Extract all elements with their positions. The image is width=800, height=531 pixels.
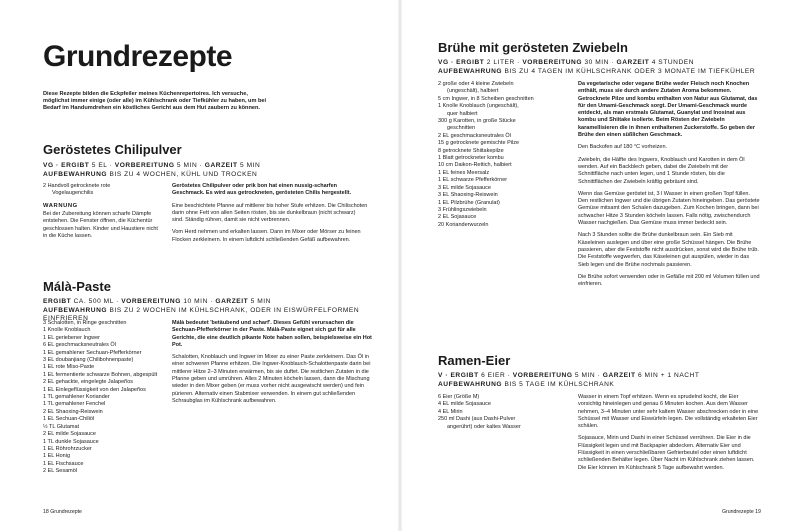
ingredient-item: 2 EL geschmacksneutrales Öl (438, 132, 511, 139)
method-step: Vom Herd nehmen und erkalten lassen. Dann im Mixer oder Mörser zu feinen Flocken zerkleinern. In einem luftdicht schließenden Gefäß aufbewahren. (172, 229, 361, 243)
recipe-lead-broth: Da vegetarische oder vegane Brühe weder Fleisch noch Knochen enthält, muss sie durch andere Zutaten Aroma bekommen. Getrocknete Pilze und kombu enthalten von Natur aus Glutamat, das für den Umami-Geschmack sorgt. Der Umami-Geschmack wurde entdeckt, als man erstmals Glutamat, Guanylat und Inosinat aus kombu und Shiitake isolierte. Beim Rösten der Zwiebeln karamellisieren die in ihnen enthaltenen Zuckerstoffe. So geben der Brühe den einen süßlichen Geschmack. (578, 81, 758, 139)
ingredient-item: 2 Handvoll getrocknete rote (43, 183, 111, 189)
ingredient-item: 3 Frühlingszwiebeln (438, 206, 487, 213)
ingredient-item: 1 EL Röhrohrzucker (43, 445, 92, 452)
ingredient-item: 1 Blatt getrockneter kombu (438, 155, 504, 162)
recipe-title-chili: Geröstetes Chilipulver (43, 142, 182, 157)
ingredient-list-mala (43, 320, 171, 476)
ingredient-item: 5 cm Ingwer, in 8 Scheiben geschnitten (438, 95, 534, 102)
ingredient-item: 1 TL gemahlener Koriander (43, 394, 110, 401)
recipe-title-broth: Brühe mit gerösteten Zwiebeln (438, 40, 628, 55)
ingredient-item: 250 ml Dashi (aus Dashi-Pulver (438, 416, 516, 423)
method-step: Zwiebeln, die Hälfte des Ingwers, Knoblauch und Karotten in dem Öl wenden. Auf ein Backblech geben, dabei die Zwiebeln mit der Schnittfläche nach unten legen, und 1 Stunde rösten, bis die Schnittflächen der Zwiebeln kräftig gebräunt sind. (578, 156, 745, 185)
page-title: Grundrezepte (43, 40, 233, 73)
ingredient-list-broth (438, 81, 568, 229)
ingredient-item: 8 getrocknete Shiitakepilze (438, 147, 504, 154)
ingredient-item: 20 Korianderwurzeln (438, 221, 489, 228)
ingredient-item: 1 Knolle Knoblauch (ungeschält), (438, 103, 519, 110)
ingredient-item: 1 EL schwarze Pfefferkörner (438, 177, 508, 184)
intro-text: Diese Rezepte bilden die Eckpfeiler meines Küchenrepertoires. Ich versuche, möglichst immer einige (oder alle) im Kühlschrank oder Tiefkühler zu haben, um bei Bedarf im Handumdrehen ein köstliches Gericht aus dem Hut zaubern zu können. (43, 91, 267, 112)
ingredient-item: 1 EL geriebener Ingwer (43, 334, 100, 341)
ingredient-item: 1 TL dunkle Sojasauce (43, 438, 99, 445)
ingredient-item: 2 EL Sojasauce (438, 214, 477, 221)
ingredient-item: 3 EL doubanjiang (Chilibohnenpaste) (43, 357, 134, 364)
ingredient-item: 4 EL milde Sojasauce (438, 401, 491, 408)
ingredient-item: 1 EL Fischsauce (43, 460, 84, 467)
ingredient-item: 3 EL Shaoxing-Reiswein (438, 192, 498, 199)
ingredient-item: angerührt) oder kaltes Wasser (447, 423, 521, 430)
ingredient-item: 1 EL Pilzbrühe (Granulat) (438, 199, 500, 206)
recipe-meta-broth: VG · ERGIBT 2 LITER · VORBEREITUNG 30 MIN · GARZEIT 4 STUNDEN AUFBEWAHRUNG BIS ZU 4 TAGEN IM KÜHLSCHRANK ODER 3 MONATE IM TIEFKÜHLER (438, 59, 756, 75)
ingredient-item: geschnitten (447, 125, 476, 132)
ingredient-item: 10 cm Daikon-Rettich, halbiert (438, 162, 512, 169)
ingredient-item: 6 Eier (Größe M) (438, 394, 480, 400)
recipe-meta-ramen: V · ERGIBT 6 EIER · VORBEREITUNG 5 MIN · GARZEIT 6 MIN + 1 NACHT AUFBEWAHRUNG BIS 5 TAGE IM KÜHLSCHRANK (438, 372, 700, 388)
recipe-meta-chili: VG · ERGIBT 5 EL · VORBEREITUNG 5 MIN · GARZEIT 5 MIN AUFBEWAHRUNG BIS ZU 4 WOCHEN, KÜHL UND TROCKEN (43, 162, 261, 178)
ingredient-item: 1 EL rote Miso-Paste (43, 364, 95, 371)
ingredient-item: 2 EL milde Sojasauce (43, 431, 96, 438)
ingredient-item: 1 EL Honig (43, 453, 71, 460)
ingredient-item: 4 EL Mirin (438, 408, 463, 415)
ingredient-item: 3 EL milde Sojasauce (438, 184, 491, 191)
ingredient-item: 2 EL Sesamöl (43, 468, 78, 475)
recipe-lead-mala: Málà bedeutet 'betäubend und scharf'. Dieses Gefühl verursachen die Sechuan-Pfefferkörner in der Paste. Málà-Paste eignet sich gut für alle Gerichte, die eine deutlich pikante Note haben sollen, beispielsweise ein Hot Pot. (172, 320, 372, 348)
ingredient-item: 2 EL Shaoxing-Reiswein (43, 408, 103, 415)
warning-text: Bei der Zubereitung können scharfe Dämpfe entstehen. Die Fenster öffnen, die Küchentür geschlossen halten. Kinder und Haustiere nicht in die Küche lassen. (43, 211, 158, 239)
ingredient-item: 1 EL gemahlener Sechuan-Pfefferkörner (43, 349, 142, 356)
recipe-title-ramen: Ramen-Eier (438, 353, 511, 368)
method-step: Den Backofen auf 180 °C vorheizen. (578, 144, 668, 151)
ingredient-item: 6 EL geschmacksneutrales Öl (43, 342, 116, 349)
method-step: Schalotten, Knoblauch und Ingwer im Mixer zu einer Paste zerkleinern. Das Öl in einer schweren Pfanne erhitzen. Die Ingwer-Knoblauch-Schalottenpaste darin bei mittlerer Hitze 2–3 Minuten erwärmen, bis sie duftet. Die restlichen Zutaten in die Pfanne geben und umrühren. Alles 2 Minuten köcheln lassen, dann die Mischung wieder in den Mixer geben (er muss vorher nicht ausgewischt werden) und fein pürieren. Alternativ einen Stabmixer verwenden. In einem gut schließenden Schraubglas im Kühlschrank aufbewahren. (172, 354, 371, 404)
ingredient-item: 1 Knolle Knoblauch (43, 327, 91, 334)
warning-heading: WARNUNG (43, 203, 78, 209)
method-step: Eine beschichtete Pfanne auf mittlerer bis hoher Stufe erhitzen. Die Chilischoten darin ohne Fett von allen Seiten rösten, bis sie dunkelbraun (nicht schwarz) sind. Ständig rühren, damit sie nicht verbrennen. (172, 202, 368, 224)
right-page (400, 0, 800, 531)
ingredient-item: 1 EL Einlegeflüssigkeit von den Jalapeños (43, 386, 146, 393)
method-step: Wasser in einem Topf erhitzen. Wenn es sprudelnd kocht, die Eier vorsichtig hineinlegen und genau 6 Minuten kochen. Aus dem Wasser nehmen, 3–4 Minuten unter sehr kaltem Wasser abschrecken oder in eine Schüssel mit Wasser und Eiswürfeln legen. Die vollständig erkalteten Eier schälen. (578, 394, 759, 430)
ingredient-item: 1 EL Sechuan-Chiliöl (43, 416, 95, 423)
recipe-meta-mala: ERGIBT CA. 500 ML · VORBEREITUNG 10 MIN · GARZEIT 5 MIN AUFBEWAHRUNG BIS ZU 2 WOCHEN IM KÜHLSCHRANK, ODER IN EISWÜRFELFORMEN EINFRIEREN (43, 298, 360, 322)
method-mala (172, 320, 372, 410)
method-chili (172, 183, 368, 249)
ingredient-item: 2 EL gehackte, eingelegte Jalapeños (43, 379, 134, 386)
method-step: Wenn das Gemüse geröstet ist, 3 l Wasser in einen großen Topf füllen. Den restlichen Ingwer und die übrigen Zutaten hineingeben. Das geröstete Gemüse mitsamt den Schalen dazugeben. Zum Kochen bringen, dann bei schwacher Hitze 3 Stunden köcheln lassen. Falls nötig, zwischendurch Wasser nachgießen. Das Gemüse muss immer bedeckt sein. (578, 190, 760, 227)
ingredient-list-ramen (438, 394, 568, 431)
ingredient-item: ½ TL Glutamat (43, 423, 80, 430)
ingredient-item: 1 EL fermentierte schwarze Bohnen, abgespült (43, 371, 158, 378)
ingredient-item: 15 g getrocknete gemischte Pilze (438, 140, 520, 147)
ingredient-list-chili (43, 183, 158, 198)
page-folio-right: Grundrezepte 19 (722, 509, 761, 515)
method-ramen (578, 394, 762, 477)
method-step: Die Brühe sofort verwenden oder in Gefäße mit 200 ml Volumen füllen und einfrieren. (578, 273, 760, 288)
ingredient-item: 1 EL feines Meersalz (438, 169, 490, 176)
ingredient-item: 1 TL gemahlener Fenchel (43, 401, 106, 408)
ingredient-item: 3 Schalotten, in Ringe geschnitten (43, 320, 127, 326)
ingredient-item: (ungeschält), halbiert (447, 88, 499, 95)
recipe-lead-chili: Geröstetes Chilipulver oder prik bon hat einen nussig-scharfen Geschmack. Es wird aus getrockneten, gerösteten Chilis hergestellt. (172, 183, 352, 197)
ingredient-item: Vogelaugenchilis (52, 190, 94, 197)
method-step: Sojasauce, Mirin und Dashi in einer Schüssel verrühren. Die Eier in die Flüssigkeit legen und mit Backpapier abdecken. Alternativ Eier und Flüssigkeit in einen verschließbaren Gefrierbeutel oder einen luftdicht schließenden Behälter legen. Über Nacht im Kühlschrank ziehen lassen. Die Eier können im Kühlschrank 5 Tage aufbewahrt werden. (578, 435, 755, 471)
method-broth (578, 81, 760, 293)
ingredient-item: quer halbiert (447, 110, 478, 117)
page-folio-left: 18 Grundrezepte (43, 509, 82, 515)
ingredient-item: 2 große oder 4 kleine Zwiebeln (438, 81, 514, 87)
method-step: Nach 3 Stunden sollte die Brühe dunkelbraun sein. Ein Sieb mit Käseleinen auslegen und über eine große Schüssel hängen. Die Brühe passieren, aber die Feststoffe nicht ausdrücken, sonst wird die Brühe trüb. Die Feststoffe wegwerfen, das Käseleinen gut auspülen, wieder in das Sieb legen und die Brühe nochmals passieren. (578, 232, 759, 268)
recipe-title-mala: Málà-Paste (43, 279, 111, 294)
ingredient-item: 300 g Karotten, in große Stücke (438, 118, 516, 125)
